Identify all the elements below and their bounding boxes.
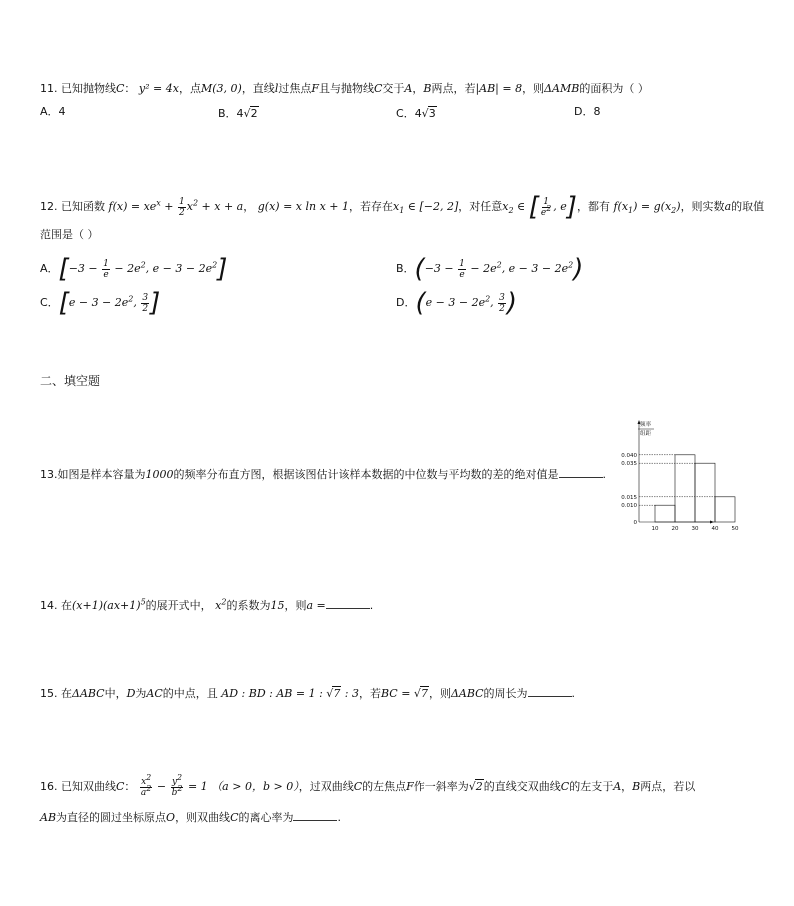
y-tick-label: 0.010 [621,503,637,510]
y-label-top: 频率 [640,422,652,428]
q11-option-b-value: 4√2 [236,107,258,120]
q12-option-c-value: [$e - 3 - 2e^2$, $\frac{3}{2}$ ] [58,288,161,318]
q12-option-b-value: (−3 − $\frac{1}{e}$ − $2e^2$, $e - 3 - 2e^2$) [414,254,584,284]
q14-expr: $(x+1)(ax+1)^5$ [72,597,146,612]
histogram-bar [715,497,735,522]
q12-f-def: $f(x) = xe^x$ + $\frac{1}{2}$ $x^2 + x + a$ [108,196,244,218]
y-tick-label: 0.035 [621,461,637,468]
q11-option-b[interactable]: B．4√2 [218,107,258,120]
q13-stem: 13.如图是样本容量为1000的频率分布直方图，根据该图估计该样本数据的中位数与平均数的差的绝对值是 . [40,468,606,481]
q14-answer-blank[interactable] [326,598,370,609]
q12-option-d-value: ($e - 3 - 2e^2$, $\frac{3}{2}$ ) [415,288,518,318]
x-tick-label: 30 [691,526,699,532]
q15-stem: 15. 在ΔABC中，D为AC的中点，且 AD : BD : AB = 1 : √7 : 3，若BC = √7，则ΔABC的周长为 . [40,687,576,700]
q12-x2-set: $x_2$ ∈ [ $\frac{1}{e^2}$ , e] [502,192,577,222]
x-tick-label: 20 [671,526,679,532]
q15-answer-blank[interactable] [528,686,572,697]
q11-option-c-value: 4√3 [414,107,436,120]
q12-option-a[interactable]: A．[−3 − $\frac{1}{e}$ − $2e^2$, $e - 3 - 2e^2$] [40,254,228,284]
q15-bc: BC = √7 [381,687,428,700]
q16-answer-blank[interactable] [293,810,337,821]
x-tick-label: 40 [711,526,719,532]
q14-term: $x^2$ [215,597,227,612]
section-heading: 二、填空题 [40,374,101,388]
y-label-bottom: 组距 [640,431,652,437]
q12-option-d[interactable]: D．($e - 3 - 2e^2$, $\frac{3}{2}$ ) [396,288,518,318]
histogram-bar [675,455,695,522]
q11-stem: 11. 已知抛物线C： y² = 4x，点M(3, 0)，直线l过焦点F且与抛物线C交于A，B两点，若|AB| = 8，则ΔAMB的面积为（ ） [40,82,649,95]
q13-answer-blank[interactable] [559,467,603,478]
y-tick-label: 0.040 [621,452,637,459]
q14-stem: 14. 在$(x+1)(ax+1)^5$的展开式中， $x^2$的系数为15，则a = . [40,597,374,612]
q12-fg-eq: $f(x_1) = g(x_2)$ [613,200,681,216]
q16-equation: $\frac{x^2}{a^2}$ − $\frac{y^2}{b^2}$ = 1 [140,772,208,798]
q16-stem: 16. 已知双曲线C： $\frac{x^2}{a^2}$ − $\frac{y^2}{b^2}$ = 1 （a > 0，b > 0），过双曲线C的左焦点F作一斜率为√2的直线交双曲线C的左支于A，B两点，若以 [40,772,696,798]
q16-stem-cont: AB为直径的圆过坐标原点O，则双曲线C的离心率为 . [40,811,341,824]
histogram-bar [695,463,715,522]
frequency-histogram [612,418,739,532]
q15-ratio: AD : BD : AB = 1 : √7 : 3 [221,687,360,700]
x-tick-label: 50 [731,526,739,532]
q12-stem: 12. 已知函数 $f(x) = xe^x$ + $\frac{1}{2}$ $x^2 + x + a$， g(x) = x ln x + 1，若存在$x_1$ ∈ [−2, 2]，对任意$x_2$ ∈ [ $\frac{1}{e^2}$ , e]，都有 $f(x_1) = g(x_2)$，则实数a的取值 [40,192,765,222]
y-tick-label: 0 [633,520,637,526]
q11-option-c[interactable]: C．4√3 [396,107,436,120]
q11-option-d[interactable]: D．8 [574,105,601,118]
y-tick-label: 0.015 [621,494,637,501]
histogram-bar [655,505,675,522]
q12-x1-set: $x_1$ ∈ [−2, 2] [393,200,459,216]
q16-slope: √2 [468,780,483,793]
x-tick-label: 10 [651,526,659,532]
q11-option-a[interactable]: A．4 [40,105,66,118]
q12-option-b[interactable]: B．(−3 − $\frac{1}{e}$ − $2e^2$, $e - 3 - 2e^2$) [396,254,584,284]
q12-option-a-value: [−3 − $\frac{1}{e}$ − $2e^2$, $e - 3 - 2e^2$] [58,254,228,284]
q12-stem-cont: 范围是（ ） [40,228,99,241]
q12-option-c[interactable]: C．[$e - 3 - 2e^2$, $\frac{3}{2}$ ] [40,288,161,318]
